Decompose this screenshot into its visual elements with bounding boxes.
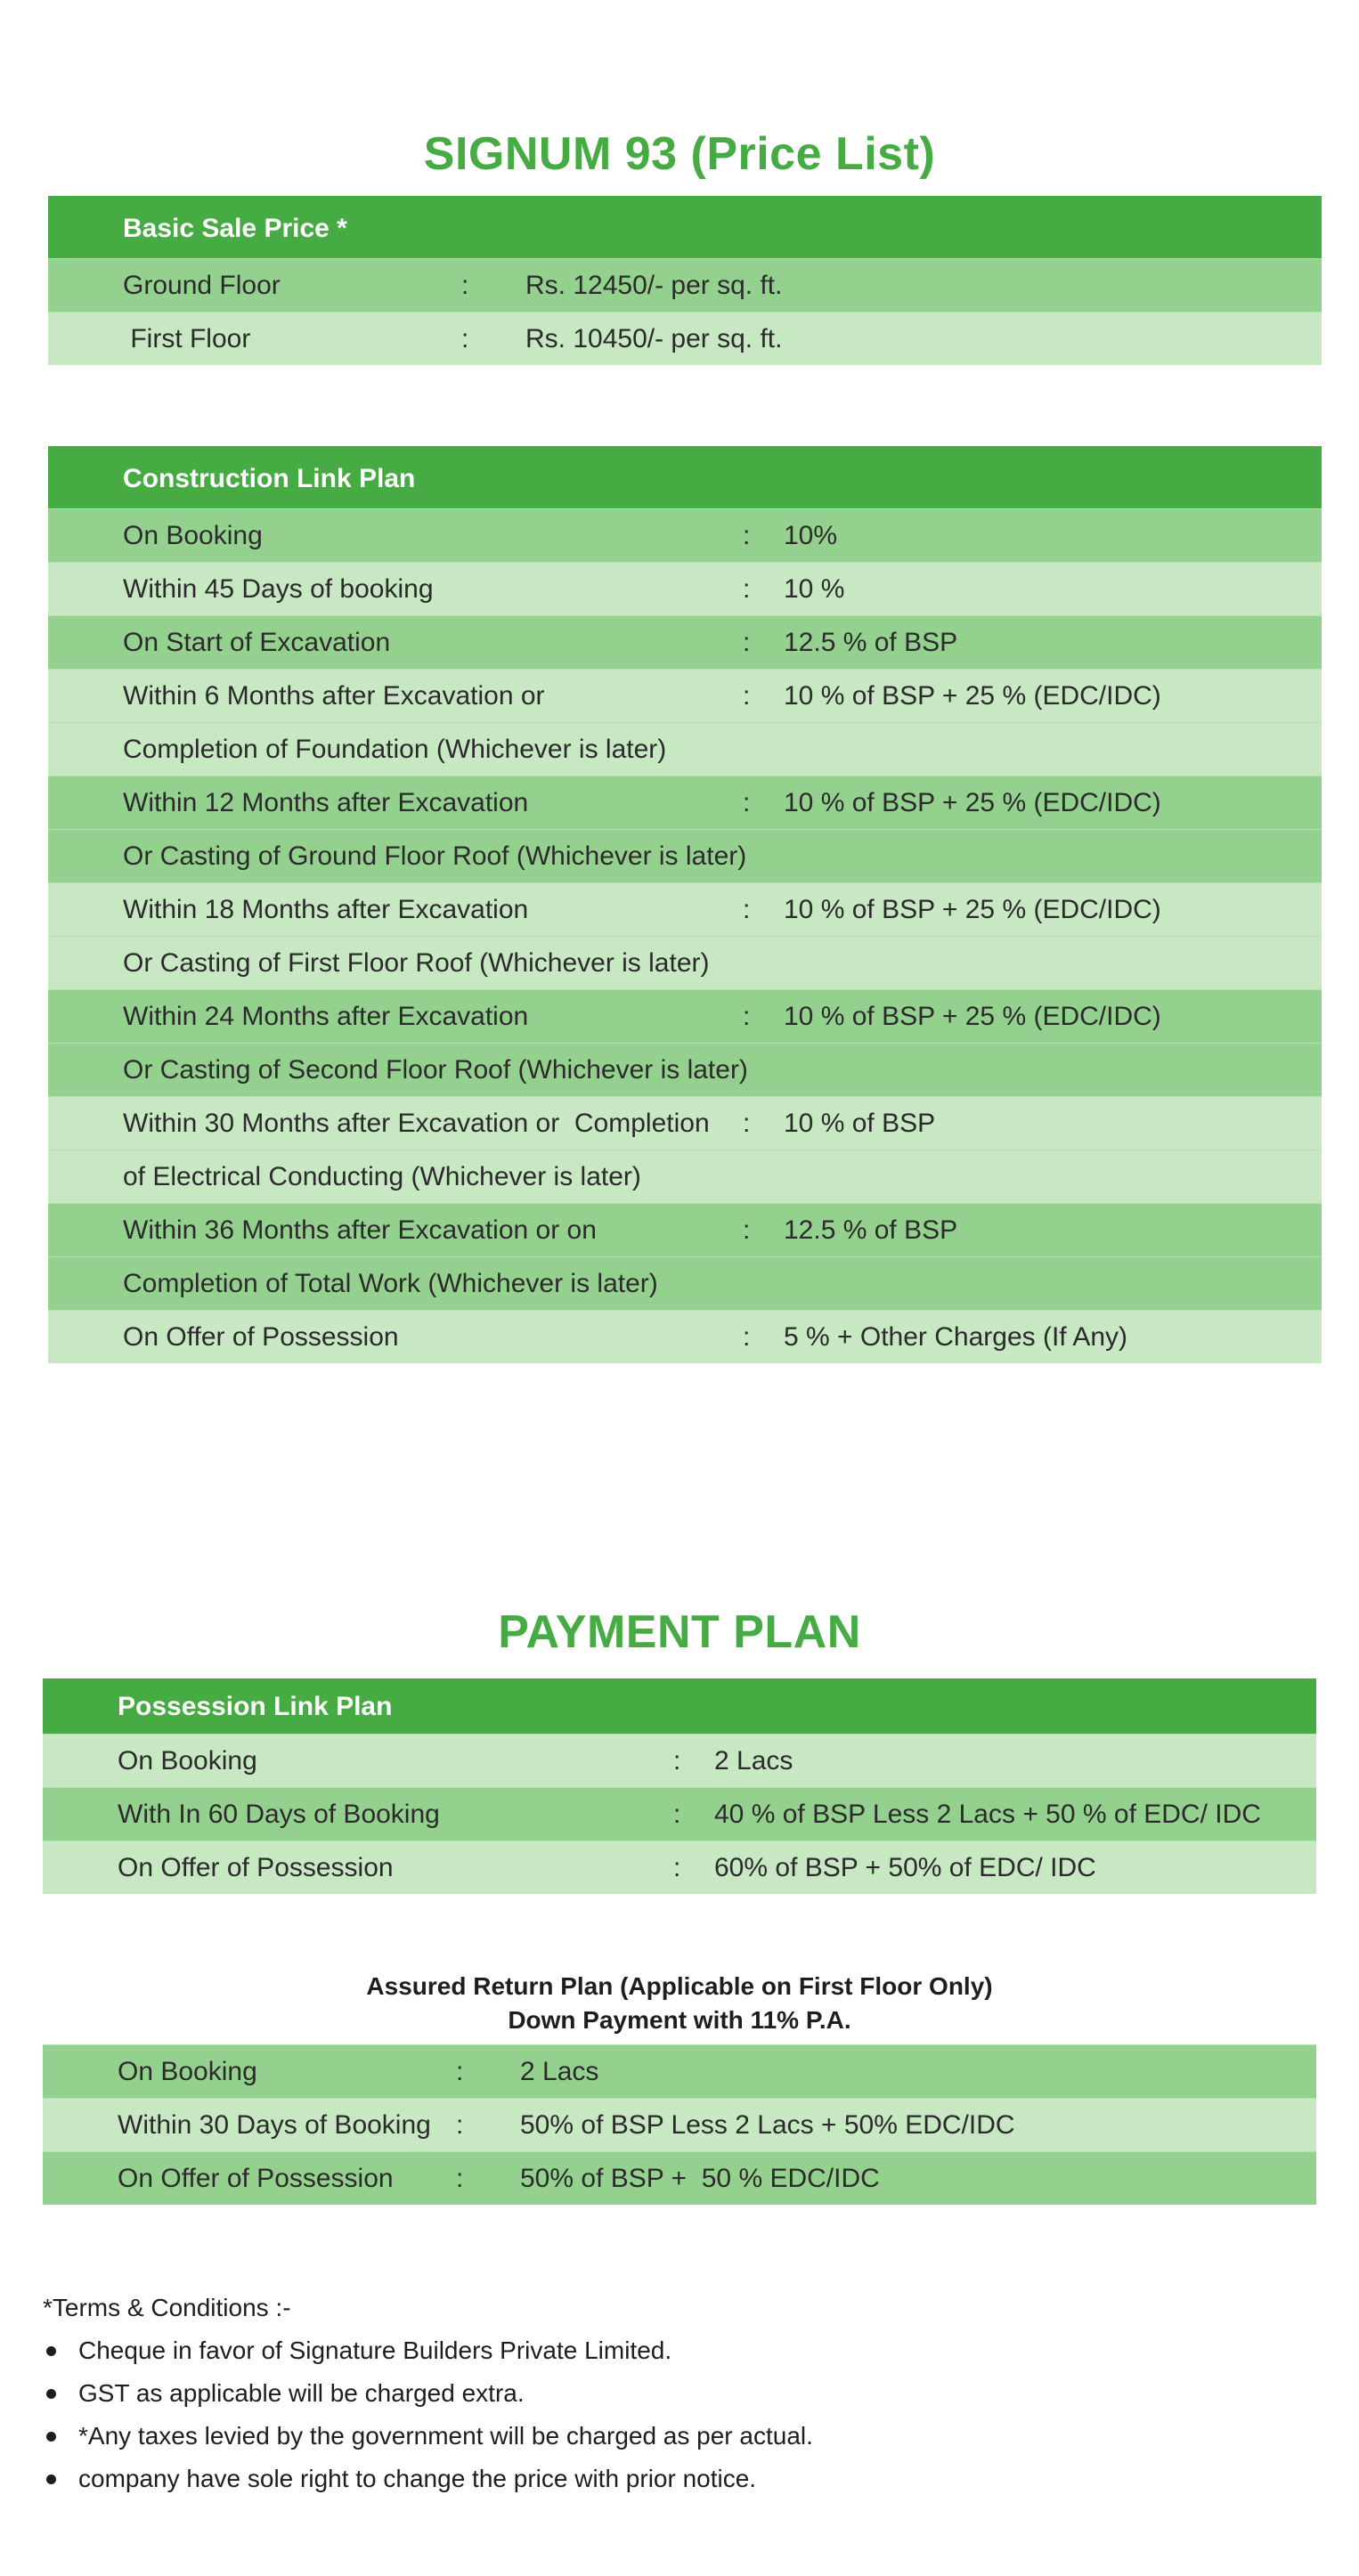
row-value: 10 % of BSP + 25 % (EDC/IDC) <box>784 788 1161 817</box>
row-label: With In 60 Days of Booking <box>118 1800 440 1829</box>
row-label: Within 6 Months after Excavation or <box>123 681 545 711</box>
page-title: SIGNUM 93 (Price List) <box>423 128 936 180</box>
table-row <box>43 2044 1316 2098</box>
row-separator: : <box>456 2164 464 2193</box>
list-item <box>43 2329 813 2372</box>
row-value: 60% of BSP + 50% of EDC/ IDC <box>714 1853 1096 1882</box>
table-header-label: Basic Sale Price * <box>123 214 347 243</box>
table-row <box>43 1787 1316 1841</box>
list-item <box>43 2415 813 2458</box>
row-value: 2 Lacs <box>520 2057 599 2086</box>
row-separator: : <box>743 895 751 924</box>
row-separator: : <box>673 1853 681 1882</box>
row-label: On Offer of Possession <box>118 1853 394 1882</box>
table-header <box>48 446 1322 508</box>
row-label: of Electrical Conducting (Whichever is later) <box>123 1162 641 1191</box>
table-row <box>48 508 1322 562</box>
assured-return-plan-table <box>43 2044 1316 2205</box>
row-separator: : <box>743 521 751 550</box>
row-value: 10 % of BSP + 25 % (EDC/IDC) <box>784 1002 1161 1031</box>
table-row <box>48 882 1322 936</box>
list-item <box>43 2458 813 2500</box>
row-label: Within 24 Months after Excavation <box>123 1002 529 1031</box>
row-label: Within 18 Months after Excavation <box>123 895 529 924</box>
row-separator: : <box>461 271 469 300</box>
row-label: Within 30 Months after Excavation or Completion <box>123 1109 710 1138</box>
row-label: Within 30 Days of Booking <box>118 2110 431 2140</box>
row-value: 2 Lacs <box>714 1746 793 1776</box>
row-separator: : <box>743 574 751 604</box>
table-row <box>48 562 1322 615</box>
table-row <box>43 2151 1316 2205</box>
row-label: Completion of Foundation (Whichever is later) <box>123 735 667 764</box>
row-label: First Floor <box>123 324 251 353</box>
table-row <box>48 669 1322 722</box>
terms-item-text: company have sole right to change the price with prior notice. <box>78 2465 757 2492</box>
table-row <box>48 722 1322 776</box>
row-value: 12.5 % of BSP <box>784 628 958 657</box>
construction-link-plan-table <box>48 446 1322 1363</box>
row-label: Ground Floor <box>123 271 281 300</box>
table-row <box>48 1256 1322 1310</box>
row-label: Or Casting of Second Floor Roof (Whichever is later) <box>123 1055 748 1085</box>
row-separator: : <box>743 681 751 711</box>
bullet-icon <box>46 2389 56 2399</box>
row-separator: : <box>743 788 751 817</box>
row-value: Rs. 10450/- per sq. ft. <box>525 324 783 353</box>
table-row <box>48 1150 1322 1203</box>
assured-return-plan-heading <box>0 1970 1359 2037</box>
bullet-icon <box>46 2346 56 2356</box>
list-item <box>43 2372 813 2415</box>
payment-plan-title: PAYMENT PLAN <box>498 1606 861 1658</box>
row-label: Or Casting of First Floor Roof (Whichever is later) <box>123 948 710 978</box>
row-separator: : <box>673 1746 681 1776</box>
table-row <box>43 1841 1316 1894</box>
table-row <box>48 936 1322 989</box>
table-row <box>43 1734 1316 1787</box>
row-value: Rs. 12450/- per sq. ft. <box>525 271 783 300</box>
row-label: Within 12 Months after Excavation <box>123 788 529 817</box>
row-separator: : <box>461 324 469 353</box>
bullet-icon <box>46 2432 56 2442</box>
row-label: Completion of Total Work (Whichever is later) <box>123 1269 658 1298</box>
table-row <box>48 615 1322 669</box>
row-separator: : <box>673 1800 681 1829</box>
table-row <box>43 2098 1316 2151</box>
terms-item-text: *Any taxes levied by the government will be charged as per actual. <box>78 2422 813 2450</box>
row-label: On Booking <box>118 1746 257 1776</box>
row-separator: : <box>743 628 751 657</box>
bullet-icon <box>46 2474 56 2484</box>
row-value: 12.5 % of BSP <box>784 1215 958 1245</box>
possession-link-plan-table <box>43 1678 1316 1894</box>
table-header-label: Possession Link Plan <box>118 1692 393 1721</box>
terms-item-text: GST as applicable will be charged extra. <box>78 2379 525 2407</box>
terms-title: *Terms & Conditions :- <box>43 2294 291 2321</box>
assured-return-plan-subtitle: Down Payment with 11% P.A. <box>508 2006 851 2034</box>
table-row <box>48 312 1322 365</box>
table-row <box>48 989 1322 1043</box>
row-separator: : <box>743 1002 751 1031</box>
table-row <box>48 1310 1322 1363</box>
row-separator: : <box>743 1109 751 1138</box>
table-row <box>48 1203 1322 1256</box>
row-separator: : <box>456 2057 464 2086</box>
table-row <box>48 258 1322 312</box>
row-label: On Offer of Possession <box>123 1322 399 1352</box>
terms-and-conditions <box>43 2287 813 2500</box>
row-value: 10% <box>784 521 838 550</box>
row-value: 50% of BSP Less 2 Lacs + 50% EDC/IDC <box>520 2110 1015 2140</box>
row-value: 10 % <box>784 574 845 604</box>
terms-item-text: Cheque in favor of Signature Builders Private Limited. <box>78 2336 672 2364</box>
row-separator: : <box>743 1215 751 1245</box>
table-row <box>48 1043 1322 1096</box>
row-label: On Offer of Possession <box>118 2164 394 2193</box>
row-value: 10 % of BSP <box>784 1109 936 1138</box>
row-label: On Booking <box>123 521 263 550</box>
row-value: 10 % of BSP + 25 % (EDC/IDC) <box>784 681 1161 711</box>
row-label: On Start of Excavation <box>123 628 391 657</box>
row-label: On Booking <box>118 2057 257 2086</box>
row-value: 5 % + Other Charges (If Any) <box>784 1322 1128 1352</box>
row-value: 10 % of BSP + 25 % (EDC/IDC) <box>784 895 1161 924</box>
row-separator: : <box>456 2110 464 2140</box>
row-value: 40 % of BSP Less 2 Lacs + 50 % of EDC/ IDC <box>714 1800 1261 1829</box>
table-header <box>43 1678 1316 1734</box>
basic-sale-price-table <box>48 196 1322 365</box>
table-row <box>48 829 1322 882</box>
table-header-label: Construction Link Plan <box>123 464 416 493</box>
row-label: Or Casting of Ground Floor Roof (Whichever is later) <box>123 841 747 871</box>
terms-list <box>43 2329 813 2500</box>
row-label: Within 36 Months after Excavation or on <box>123 1215 597 1245</box>
table-row <box>48 776 1322 829</box>
assured-return-plan-title: Assured Return Plan (Applicable on First Floor Only) <box>366 1972 993 2000</box>
row-label: Within 45 Days of booking <box>123 574 434 604</box>
row-value: 50% of BSP + 50 % EDC/IDC <box>520 2164 880 2193</box>
table-header <box>48 196 1322 258</box>
row-separator: : <box>743 1322 751 1352</box>
table-row <box>48 1096 1322 1150</box>
